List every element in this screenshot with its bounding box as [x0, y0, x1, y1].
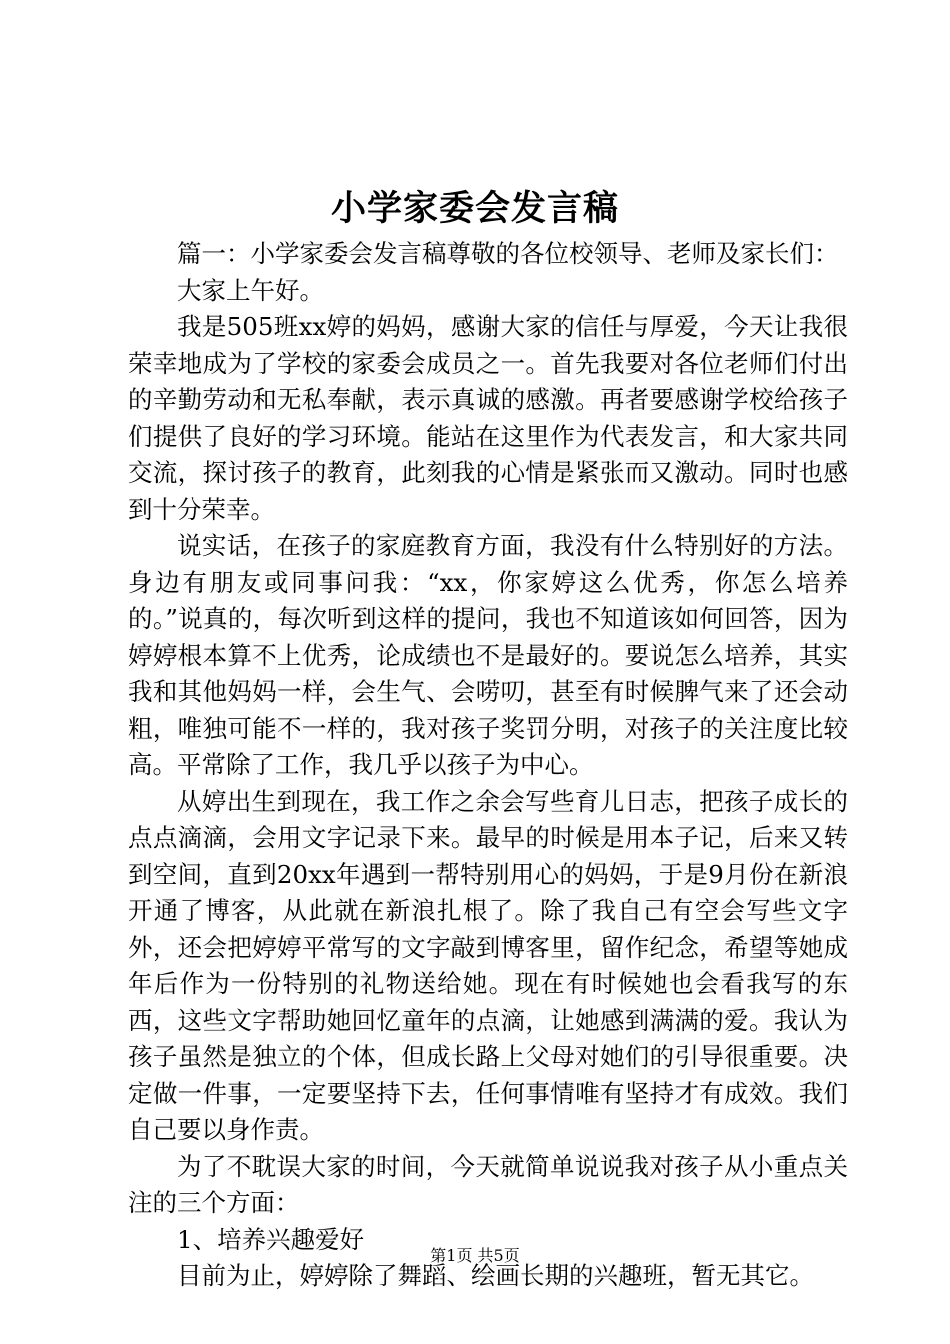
section-heading: 1、培养兴趣爱好 [177, 1224, 365, 1254]
document-title: 小学家委会发言稿 [330, 188, 619, 229]
paragraph: 篇一：小学家委会发言稿尊敬的各位校领导、老师及家长们： [177, 239, 839, 268]
document-body [128, 236, 848, 1295]
paragraph: 我是505班xx婷的妈妈，感谢大家的信任与厚爱，今天让我很荣幸地成为了学校的家委会成员之一。首先我要对各位老师们付出的辛勤劳动和无私奉献，表示真诚的感激。再者要感谢学校给孩子们提供了良好的学习环境。能站在这里作为代表发言，和大家共同交流，探讨孩子的教育，此刻我的心情是紧张而又激动。同时也感到十分荣幸。 [128, 312, 848, 524]
paragraph: 大家上午好。 [177, 275, 324, 305]
paragraph: 从婷出生到现在，我工作之余会写些育儿日志，把孩子成长的点点滴滴，会用文字记录下来。最早的时候是用本子记，后来又转到空间，直到20xx年遇到一帮特别用心的妈妈，于是9月份在新浪开通了博客，从此就在新浪扎根了。除了我自己有空会写些文字外，还会把婷婷平常写的文字敲到博客里，留作纪念，希望等她成年后作为一份特别的礼物送给她。现在有时候她也会看我写的东西，这些文字帮助她回忆童年的点滴，让她感到满满的爱。我认为孩子虽然是独立的个体，但成长路上父母对她们的引导很重要。决定做一件事，一定要坚持下去，任何事情唯有坚持才有成效。我们自己要以身作责。 [128, 786, 848, 1144]
paragraph: 目前为止，婷婷除了舞蹈、绘画长期的兴趣班，暂无其它。 [177, 1261, 814, 1290]
paragraph: 为了不耽误大家的时间，今天就简单说说我对孩子从小重点关注的三个方面： [128, 1151, 848, 1217]
page-footer: 第1页 共5页 [430, 1246, 520, 1265]
paragraph: 说实话，在孩子的家庭教育方面，我没有什么特别好的方法。身边有朋友或同事问我：“xx，你家婷这么优秀，你怎么培养的。”说真的，每次听到这样的提问，我也不知道该如何回答，因为婷婷根本算不上优秀，论成绩也不是最好的。要说怎么培养，其实我和其他妈妈一样，会生气、会唠叨，甚至有时候脾气来了还会动粗，唯独可能不一样的，我对孩子奖罚分明，对孩子的关注度比较高。平常除了工作，我几乎以孩子为中心。 [128, 531, 848, 779]
